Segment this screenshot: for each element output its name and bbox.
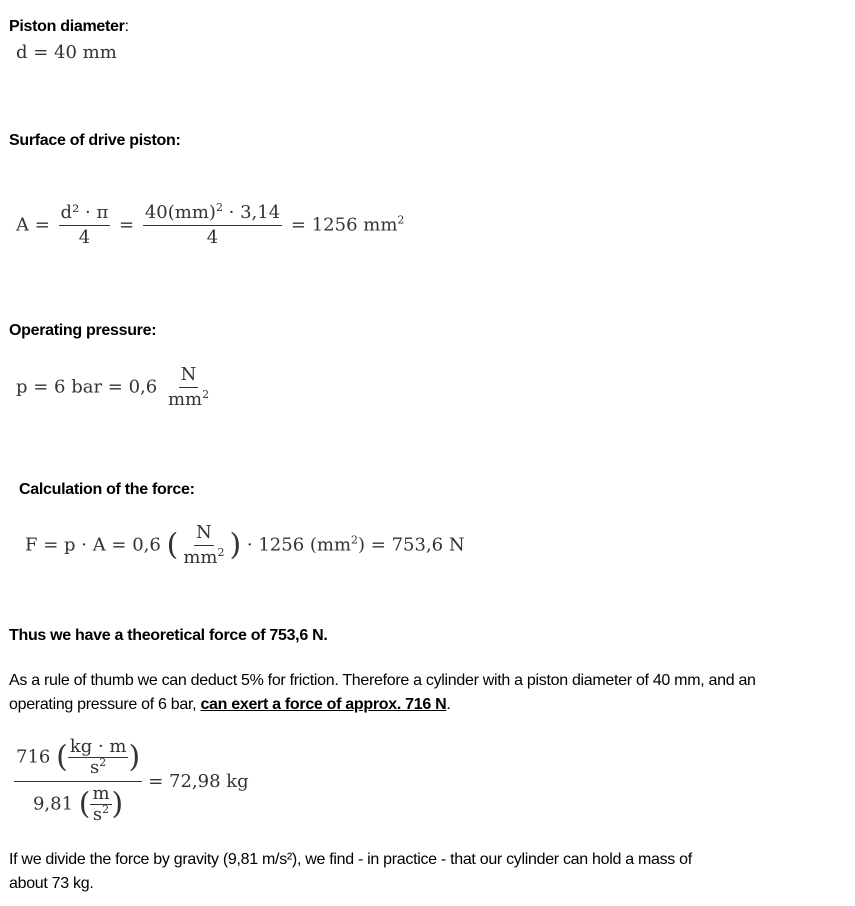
- area-equation: A = $\frac{\text{d² · π}}{4}$ = $\frac{40(mm)^2 \cdot 3,14}{4}$ = 1256 $mm^2$: [16, 201, 405, 248]
- mass-denominator: [31, 782, 125, 824]
- diameter-equation: d = 40 mm: [16, 42, 117, 63]
- equals: =: [119, 214, 135, 236]
- pressure-heading: Operating pressure:: [9, 322, 157, 339]
- force-result: ) = 753,6 N: [358, 534, 465, 556]
- line2-pre: operating pressure of 6 bar,: [9, 696, 201, 713]
- fraction-denominator: 4: [206, 227, 219, 248]
- paren-close: ): [128, 739, 141, 775]
- emphasis-force: can exert a force of approx. 716 N: [200, 696, 447, 713]
- heading-colon: :: [124, 18, 129, 35]
- paren-open: (: [166, 527, 179, 563]
- fraction-numerator: 40(mm)$^2$ · 3,14: [143, 202, 282, 226]
- mass-numerator: [14, 738, 142, 782]
- rule-line-1: As a rule of thumb we can deduct 5% for friction. Therefore a cylinder with a piston diameter of 40 mm, and an: [9, 672, 756, 689]
- fraction-denominator: $mm^2$: [167, 388, 210, 410]
- force-value: 716: [16, 746, 51, 768]
- conclusion-paragraph: [9, 848, 849, 896]
- pressure-fraction: [166, 364, 211, 411]
- force-equation: F = p · A = 0,6 ( $\frac{N}{mm^2}$ ) · 1256 $(mm^2) = 753,6$ N: [25, 522, 465, 568]
- paren-close: ): [111, 786, 124, 822]
- force-lhs: F = p · A = 0,6: [25, 534, 161, 556]
- area-fraction-1: [59, 202, 111, 249]
- unit-num: m: [92, 783, 110, 804]
- fraction-numerator: d² · π: [59, 202, 111, 226]
- unit-den-text: s: [90, 757, 100, 778]
- force-mid: · 1256 (mm: [246, 534, 352, 556]
- fraction-numerator: N: [179, 364, 199, 388]
- piston-diameter-heading: [9, 18, 129, 36]
- area-fraction-2: [143, 202, 282, 249]
- force-heading: Calculation of the force:: [19, 481, 195, 498]
- rule-line-2: [9, 693, 849, 717]
- paren-close: ): [229, 527, 242, 563]
- mass-result: = 72,98 kg: [148, 770, 249, 792]
- area-lhs: A =: [16, 214, 50, 236]
- num-b: · 3,14: [222, 202, 281, 223]
- pressure-lhs: p = 6 bar = 0,6: [16, 376, 158, 398]
- gravity-value: 9,81: [32, 793, 74, 815]
- pressure-equation: [16, 364, 214, 411]
- line2-post: .: [446, 696, 451, 713]
- unit-den-text: s: [92, 804, 103, 825]
- unit-num: kg · m: [69, 736, 127, 757]
- conclusion-line-2: about 73 kg.: [9, 875, 94, 892]
- unit-fraction: [68, 738, 129, 777]
- den-text: mm: [183, 547, 218, 568]
- mass-fraction: [14, 738, 142, 824]
- den-text: mm: [167, 389, 203, 410]
- paren-open: (: [78, 786, 91, 822]
- unit-den: $s^2$: [92, 803, 110, 825]
- rule-of-thumb-paragraph: [9, 669, 849, 717]
- fraction-denominator: $mm^2$: [183, 546, 225, 568]
- fraction-denominator: 4: [78, 227, 91, 248]
- fraction-numerator: N: [194, 522, 214, 546]
- surface-heading: Surface of drive piston:: [9, 132, 181, 149]
- unit-den: $s^2$: [90, 756, 107, 778]
- conclusion-line-1: If we divide the force by gravity (9,81 m/s²), we find - in practice - that our cylinder can hold a mass of: [9, 851, 692, 868]
- force-fraction: [181, 522, 226, 569]
- mass-equation: [14, 738, 249, 824]
- unit-fraction: [90, 785, 111, 824]
- paren-open: (: [56, 739, 68, 775]
- theoretical-force-statement: Thus we have a theoretical force of 753,6 N.: [9, 627, 328, 644]
- heading-text: Piston diameter: [9, 18, 125, 35]
- num-a: 40(mm): [144, 202, 216, 223]
- area-result: = 1256 mm: [290, 214, 398, 236]
